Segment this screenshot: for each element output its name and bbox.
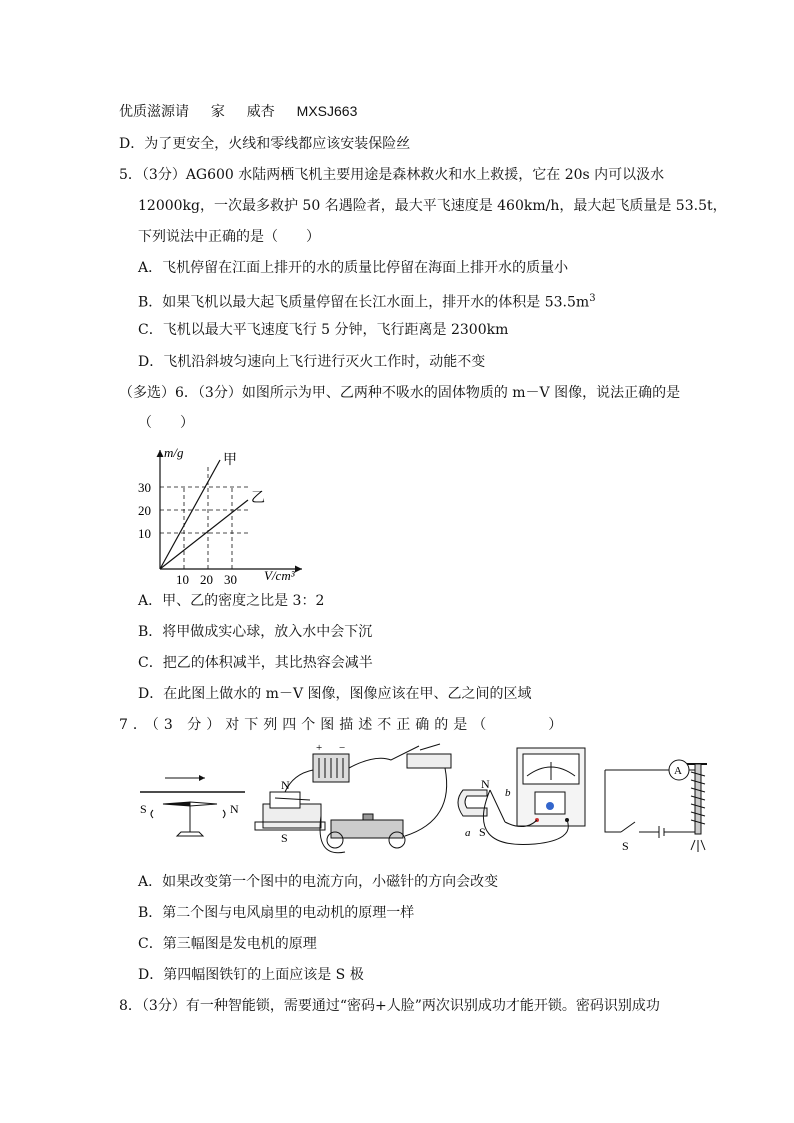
line-jia	[160, 460, 220, 569]
y-tick-20: 20	[138, 503, 151, 518]
x-axis-label: V/cm³	[264, 568, 295, 583]
q6-option-b: B．将甲做成实心球，放入水中会下沉	[138, 624, 373, 640]
q4-option-d: D．为了更安全，火线和零线都应该安装保险丝	[119, 136, 411, 152]
q7-option-c: C．第三幅图是发电机的原理	[138, 936, 317, 952]
y-tick-30: 30	[138, 480, 151, 495]
header-text-2: 家	[210, 103, 225, 119]
y-axis-label: m/g	[164, 445, 184, 460]
q5-stem-line1: 5．（3分）AG600 水陆两栖飞机主要用途是森林救火和水上救援，它在 20s 内可以汲水	[119, 167, 665, 183]
mv-graph	[130, 440, 310, 585]
q5-option-d: D．飞机沿斜坡匀速向上飞行进行灭火工作时，动能不变	[138, 354, 486, 370]
figure-2-label-s: S	[281, 831, 288, 845]
figure-2-label-n: N	[281, 778, 290, 792]
figure-4-switch-label: S	[622, 839, 629, 853]
q5-stem-line3: 下列说法中正确的是（ ）	[138, 229, 320, 245]
series-label-jia: 甲	[223, 453, 237, 468]
q5-stem-line2: 12000kg，一次最多救护 50 名遇险者，最大平飞速度是 460km/h，最大起飞质量是 53.5t，	[138, 198, 727, 214]
y-tick-10: 10	[138, 526, 151, 541]
x-tick-20: 20	[200, 572, 213, 585]
header-text-1: 优质滋源请	[119, 103, 189, 119]
page-header	[119, 101, 375, 121]
figure-2-label-minus: −	[339, 742, 346, 754]
graph-grid	[160, 466, 250, 569]
figure-3-label-s: S	[479, 825, 486, 839]
figure-3-label-n: N	[481, 777, 490, 791]
x-tick-30: 30	[224, 572, 237, 585]
series-label-yi: 乙	[251, 491, 265, 506]
q5-option-b	[138, 289, 596, 313]
q7-option-a: A．如果改变第一个图中的电流方向，小磁针的方向会改变	[138, 874, 499, 890]
q6-stem-line1: （多选）6．（3分）如图所示为甲、乙两种不吸水的固体物质的 m－V 图像，说法正确的是	[119, 385, 681, 401]
q6-option-d: D．在此图上做水的 m－V 图像，图像应该在甲、乙之间的区域	[138, 686, 532, 702]
q5-option-c: C．飞机以最大平飞速度飞行 5 分钟，飞行距离是 2300km	[138, 322, 509, 338]
q6-option-a: A．甲、乙的密度之比是 3：2	[138, 593, 325, 609]
figure-3-label-b: b	[505, 787, 511, 799]
q7-stem: 7．（3 分）对下列四个图描述不正确的是（ ）	[119, 717, 568, 733]
q5-option-b-sup: 3	[589, 293, 596, 304]
figure-4-electromagnet	[605, 760, 707, 852]
header-text-4: MXSJ663	[296, 103, 358, 119]
figure-1-label-s: S	[140, 802, 147, 816]
q7-figures	[135, 740, 715, 865]
figure-4-ammeter-label: A	[674, 765, 682, 777]
figure-3-label-a: a	[465, 827, 471, 839]
figure-2-label-plus: +	[316, 742, 323, 754]
header-text-3: 威杏	[246, 103, 275, 119]
q7-option-d: D．第四幅图铁钉的上面应该是 S 极	[138, 967, 364, 983]
figure-1-label-n: N	[230, 802, 239, 816]
q7-option-b: B．第二个图与电风扇里的电动机的原理一样	[138, 905, 415, 921]
figure-3-generator	[458, 748, 585, 845]
q6-option-c: C．把乙的体积减半，其比热容会减半	[138, 655, 373, 671]
x-tick-10: 10	[176, 572, 189, 585]
q5-option-b-text: B．如果飞机以最大起飞质量停留在长江水面上，排开水的体积是 53.5m	[138, 294, 590, 311]
q6-stem-line2: （ ）	[138, 415, 194, 431]
q5-option-a: A．飞机停留在江面上排开的水的质量比停留在海面上排开水的质量小	[138, 260, 569, 276]
q8-stem-line1: 8．（3分）有一种智能锁，需要通过“密码+人脸”两次识别成功才能开锁。密码识别成功	[119, 998, 660, 1014]
